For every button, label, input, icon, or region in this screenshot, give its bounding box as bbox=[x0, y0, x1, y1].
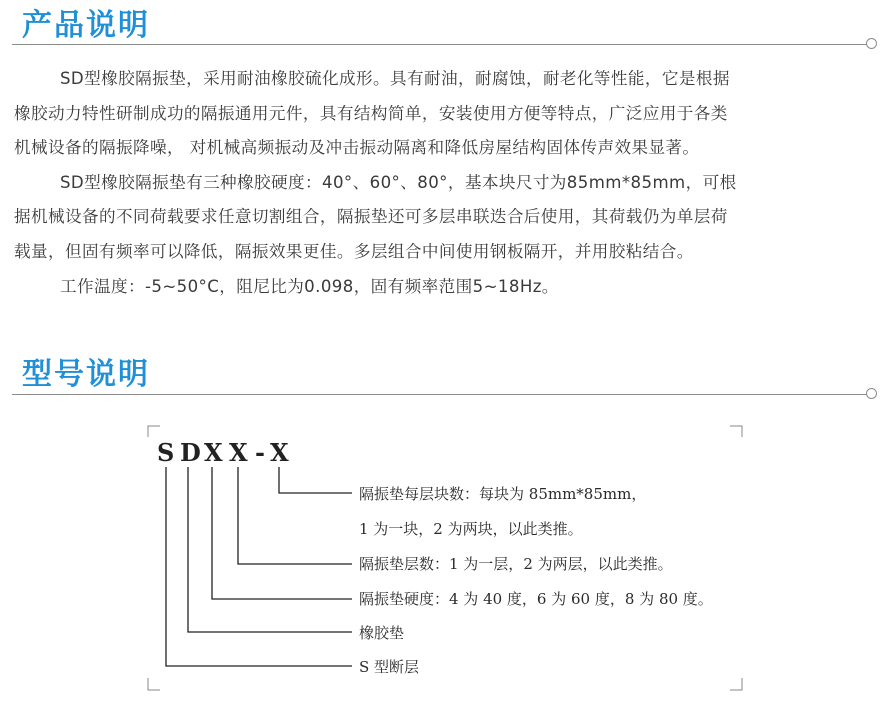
paragraph-line: 载量，但固有频率可以降低，隔振效果更佳。多层组合中间使用钢板隔开，并用胶粘结合。 bbox=[14, 241, 694, 261]
connector-line-s-type bbox=[166, 467, 352, 666]
product-description-title: 产品说明 bbox=[22, 8, 150, 43]
desc-rubber-pad: 橡胶垫 bbox=[359, 624, 405, 642]
paragraph-line: 橡胶动力特性研制成功的隔振通用元件，具有结构简单，安装使用方便等特点，广泛应用于各类 bbox=[14, 103, 728, 123]
code-char-d: D bbox=[180, 438, 201, 467]
code-char-s: S bbox=[157, 438, 175, 467]
desc-block-count-note: 1 为一块，2 为两块，以此类推。 bbox=[359, 520, 583, 538]
desc-block-count: 隔振垫每层块数：每块为 85mm*85mm， bbox=[359, 485, 647, 503]
code-char-hardness: X bbox=[204, 438, 223, 467]
paragraph-line: 工作温度：-5~50°C，阻尼比为0.098，固有频率范围5~18Hz。 bbox=[60, 276, 559, 296]
model-description-title: 型号说明 bbox=[22, 357, 150, 392]
connector-line-block-count bbox=[279, 467, 352, 493]
desc-hardness: 隔振垫硬度：4 为 40 度，6 为 60 度，8 为 80 度。 bbox=[359, 590, 713, 608]
paragraph-line: SD型橡胶隔振垫有三种橡胶硬度：40°、60°、80°，基本块尺寸为85mm*85mm，可根 bbox=[60, 172, 737, 192]
code-char-block-count: X bbox=[270, 438, 289, 467]
paragraph-line: SD型橡胶隔振垫，采用耐油橡胶硫化成形。具有耐油，耐腐蚀，耐老化等性能，它是根据 bbox=[60, 69, 730, 88]
desc-s-type: S 型断层 bbox=[359, 658, 420, 676]
paragraph-line: 机械设备的隔振降噪， 对机械高频振动及冲击振动隔离和降低房屋结构固体传声效果显著。 bbox=[14, 138, 700, 158]
desc-layers: 隔振垫层数：1 为一层，2 为两层，以此类推。 bbox=[359, 555, 673, 573]
connector-lines bbox=[166, 467, 352, 666]
connector-line-layers bbox=[238, 467, 352, 564]
code-char-layers: X bbox=[229, 438, 248, 467]
connector-line-hardness bbox=[212, 467, 352, 599]
paragraph-line: 据机械设备的不同荷载要求任意切割组合，隔振垫还可多层串联迭合后使用，其荷载仍为单层荷 bbox=[14, 207, 728, 227]
code-char-dash: - bbox=[255, 438, 265, 467]
